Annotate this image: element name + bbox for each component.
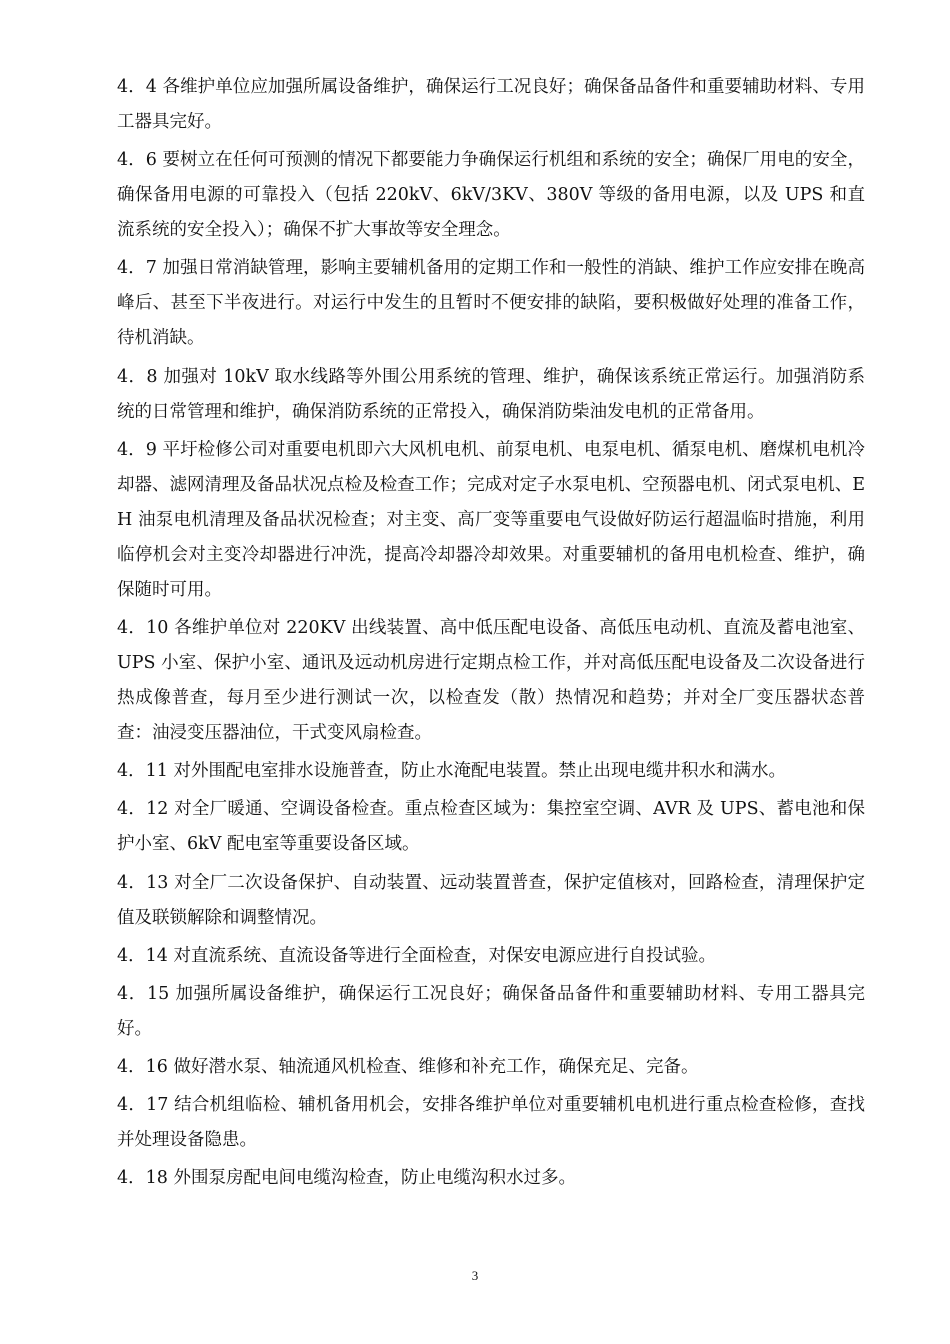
paragraph-4-10: 4．10 各维护单位对 220KV 出线装置、高中低压配电设备、高低压电动机、直流及蓄电池室、UPS 小室、保护小室、通讯及远动机房进行定期点检工作，并对高低压配电设备及二次设备进行热成像普查，每月至少进行测试一次，以检查发（散）热情况和趋势；并对全厂变压器状态普查：油浸变压器油位，干式变风扇检查。 bbox=[117, 617, 865, 743]
paragraph-4-6: 4．6 要树立在任何可预测的情况下都要能力争确保运行机组和系统的安全；确保厂用电的安全，确保备用电源的可靠投入（包括 220kV、6kV/3KV、380V 等级的备用电源，以及 UPS 和直流系统的安全投入）；确保不扩大事故等安全理念。 bbox=[117, 150, 865, 241]
document-body bbox=[117, 70, 865, 1200]
paragraph-4-15: 4．15 加强所属设备维护，确保运行工况良好；确保备品备件和重要辅助材料、专用工器具完好。 bbox=[117, 983, 865, 1039]
paragraph-4-16: 4．16 做好潜水泵、轴流通风机检查、维修和补充工作，确保充足、完备。 bbox=[117, 1057, 699, 1078]
paragraph-4-17: 4．17 结合机组临检、辅机备用机会，安排各维护单位对重要辅机电机进行重点检查检修，查找并处理设备隐患。 bbox=[117, 1095, 865, 1151]
paragraph-4-9: 4．9 平圩检修公司对重要电机即六大风机电机、前泵电机、电泵电机、循泵电机、磨煤机电机冷却器、滤网清理及备品状况点检及检查工作；完成对定子水泵电机、空预器电机、闭式泵电机、EH 油泵电机清理及备品状况检查；对主变、高厂变等重要电气设做好防运行超温临时措施，利用临停机会对主变冷却器进行冲洗，提高冷却器冷却效果。对重要辅机的备用电机检查、维护，确保随时可用。 bbox=[117, 439, 865, 600]
paragraph-4-7: 4．7 加强日常消缺管理，影响主要辅机备用的定期工作和一般性的消缺、维护工作应安排在晚高峰后、甚至下半夜进行。对运行中发生的且暂时不便安排的缺陷，要积极做好处理的准备工作，待机消缺。 bbox=[117, 258, 865, 349]
paragraph-4-14: 4．14 对直流系统、直流设备等进行全面检查，对保安电源应进行自投试验。 bbox=[117, 945, 716, 966]
paragraph-4-11: 4．11 对外围配电室排水设施普查，防止水淹配电装置。禁止出现电缆井积水和满水。 bbox=[117, 761, 786, 782]
page-number: 3 bbox=[471, 1268, 479, 1283]
paragraph-4-13: 4．13 对全厂二次设备保护、自动装置、远动装置普查，保护定值核对，回路检查，清理保护定值及联锁解除和调整情况。 bbox=[117, 872, 865, 928]
paragraph-4-8: 4．8 加强对 10kV 取水线路等外围公用系统的管理、维护，确保该系统正常运行。加强消防系统的日常管理和维护，确保消防系统的正常投入，确保消防柴油发电机的正常备用。 bbox=[117, 366, 865, 422]
paragraph-4-18: 4．18 外围泵房配电间电缆沟检查，防止电缆沟积水过多。 bbox=[117, 1168, 576, 1189]
paragraph-4-12: 4．12 对全厂暖通、空调设备检查。重点检查区域为：集控室空调、AVR 及 UPS、蓄电池和保护小室、6kV 配电室等重要设备区域。 bbox=[117, 799, 865, 855]
paragraph-4-4: 4．4 各维护单位应加强所属设备维护，确保运行工况良好；确保备品备件和重要辅助材料、专用工器具完好。 bbox=[117, 77, 865, 132]
